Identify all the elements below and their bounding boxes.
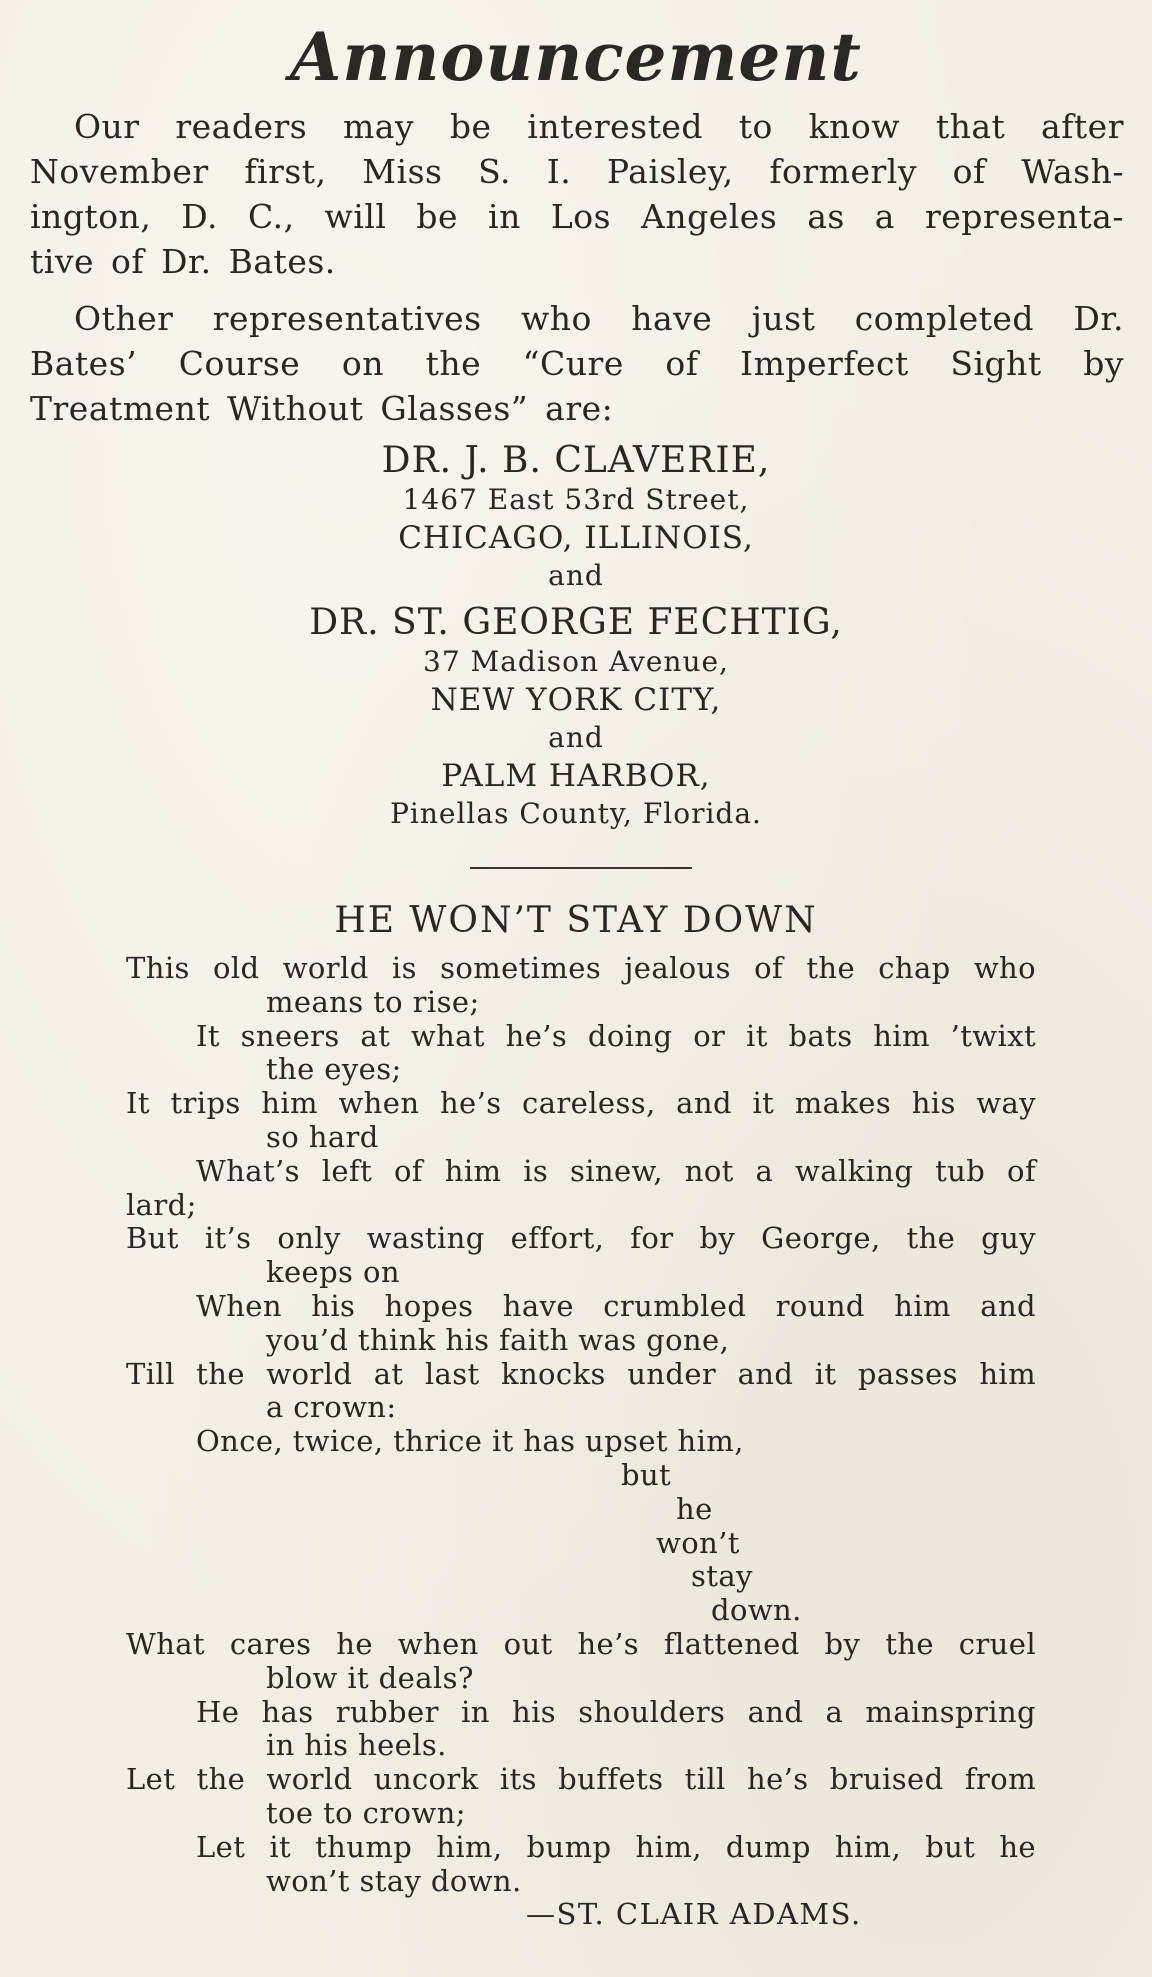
section-divider <box>470 867 692 869</box>
poem-line: lard; <box>126 1187 197 1222</box>
announcement-paragraph-2 <box>30 296 1124 431</box>
representative-name: DR. ST. GEORGE FECHTIG, <box>309 602 843 643</box>
poem-line: What’s left of him is sinew, not a walking tub of <box>196 1153 1036 1188</box>
poem-line: won’t stay down. <box>266 1863 522 1898</box>
representative-county: Pinellas County, Florida. <box>390 797 762 830</box>
representative-name: DR. J. B. CLAVERIE, <box>381 440 771 481</box>
poem-line: but <box>621 1457 672 1492</box>
paragraph-line: Our readers may be interested to know that after <box>74 107 1124 146</box>
poem-line: Till the world at last knocks under and it passes him <box>126 1356 1036 1391</box>
poem-line: blow it deals? <box>266 1660 474 1695</box>
poem-line: When his hopes have crumbled round him and <box>196 1288 1036 1323</box>
representative-city: NEW YORK CITY, <box>430 682 722 718</box>
poem-line: in his heels. <box>266 1728 447 1763</box>
poem-line: Let it thump him, bump him, dump him, but he <box>196 1829 1036 1864</box>
poem-line: a crown: <box>266 1390 397 1425</box>
poem-line: But it’s only wasting effort, for by George, the guy <box>126 1221 1036 1256</box>
representative-claverie <box>0 440 1152 594</box>
poem-line: you’d think his faith was gone, <box>266 1322 730 1357</box>
poem-line: It trips him when he’s careless, and it makes his way <box>126 1086 1036 1121</box>
poem-line: Let the world uncork its buffets till he’s bruised from <box>126 1762 1036 1797</box>
poem-line: so hard <box>266 1119 379 1154</box>
poem-line: down. <box>711 1593 802 1628</box>
poem-line: won’t <box>656 1525 740 1560</box>
representative-city-2: PALM HARBOR, <box>441 758 711 794</box>
poem-line: he <box>676 1491 713 1526</box>
poem-line: It sneers at what he’s doing or it bats him ’twixt <box>196 1018 1036 1053</box>
paragraph-line: Other representatives who have just completed Dr. <box>74 299 1124 338</box>
poem-line: toe to crown; <box>266 1795 466 1830</box>
poem-line: This old world is sometimes jealous of the chap who <box>126 951 1036 985</box>
poem-title: HE WON’T STAY DOWN <box>334 900 818 941</box>
poem-line: He has rubber in his shoulders and a mainspring <box>196 1694 1036 1729</box>
representative-fechtig <box>0 602 1152 832</box>
and-connector: and <box>548 721 604 754</box>
paragraph-line: Bates’ Course on the “Cure of Imperfect Sight by <box>30 344 1124 383</box>
poem-line: stay <box>691 1559 753 1594</box>
poem-line: the eyes; <box>266 1052 402 1087</box>
paragraph-line: ington, D. C., will be in Los Angeles as a representa- <box>30 197 1124 236</box>
announcement-paragraph-1 <box>30 104 1124 284</box>
announcement-title: Announcement <box>290 18 862 96</box>
representative-street: 37 Madison Avenue, <box>423 645 729 678</box>
representative-city: CHICAGO, ILLINOIS, <box>398 520 754 556</box>
poem-line: means to rise; <box>266 984 480 1019</box>
poem-line: keeps on <box>266 1255 400 1290</box>
and-connector: and <box>548 559 604 592</box>
paragraph-line: November first, Miss S. I. Paisley, formerly of Wash- <box>30 152 1124 191</box>
representative-street: 1467 East 53rd Street, <box>402 483 750 516</box>
paragraph-line: Treatment Without Glasses” are: <box>30 389 614 428</box>
poem-signature: —ST. CLAIR ADAMS. <box>526 1897 862 1932</box>
poem-line: What cares he when out he’s flattened by the cruel <box>126 1626 1036 1661</box>
paragraph-line: tive of Dr. Bates. <box>30 242 336 281</box>
poem-line: Once, twice, thrice it has upset him, <box>196 1424 744 1459</box>
poem-body <box>126 952 1036 1932</box>
